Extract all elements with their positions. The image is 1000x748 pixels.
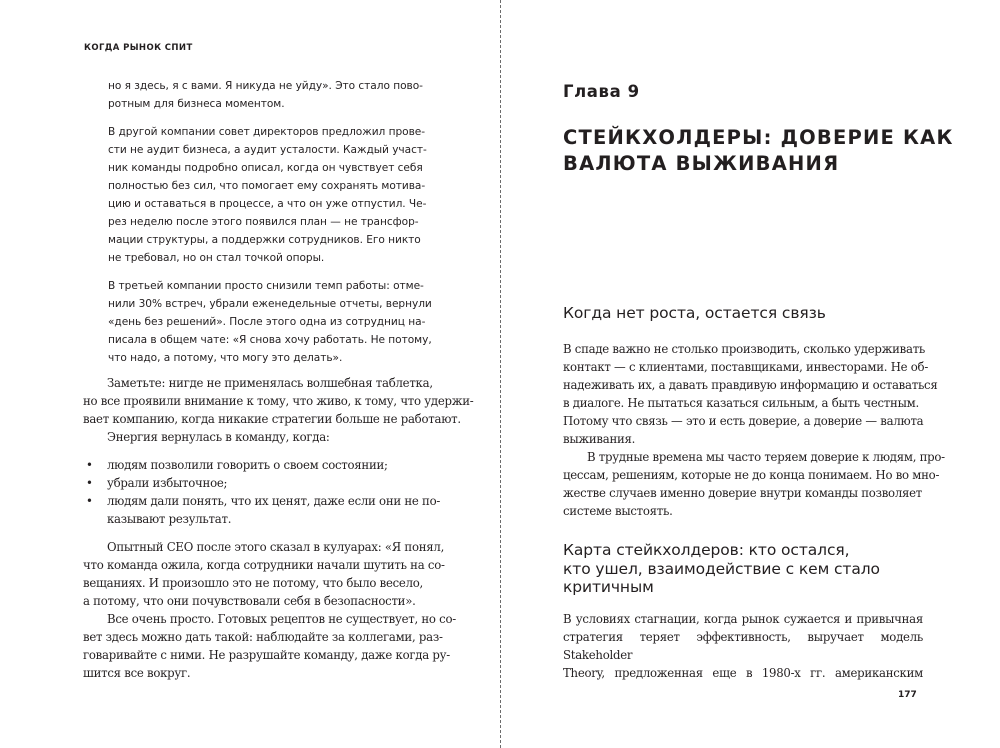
left-main-text <box>83 374 474 682</box>
section-heading-connection <box>563 304 943 323</box>
text-line: не требовал, но он стал точкой опоры. <box>108 252 325 264</box>
text-line: Энергия вернулась в команду, когда: <box>107 430 330 444</box>
text-line: казывают результат. <box>107 512 232 526</box>
bullet-item <box>83 474 443 492</box>
paragraph-stakeholder-theory <box>563 610 923 682</box>
text-line: жестве случаев именно доверие внутри команды позволяет <box>563 486 923 500</box>
text-line: нили 30% встреч, убрали еженедельные отчеты, вернули <box>108 298 432 310</box>
text-line: шится все вокруг. <box>83 666 191 680</box>
text-line: сти не аудит бизнеса, а аудит усталости. Каждый участ- <box>108 144 427 156</box>
text-line: говаривайте с ними. Не разрушайте команду, даже когда ру- <box>83 648 450 662</box>
text-line: что надо, а потому, что могу это делать». <box>108 352 343 364</box>
text-line: ВАЛЮТА ВЫЖИВАНИЯ <box>563 152 840 175</box>
text-line: ротным для бизнеса моментом. <box>108 98 285 110</box>
text-line: СТЕЙКХОЛДЕРЫ: ДОВЕРИЕ КАК <box>563 126 954 149</box>
page-number: 177 <box>898 690 917 700</box>
text-line: Карта стейкхолдеров: кто остался, <box>563 541 850 559</box>
text-line: цессам, решениям, которые не до конца понимаем. Но во мно- <box>563 468 940 482</box>
text-line: системе выстоять. <box>563 504 673 518</box>
text-line: В условиях стагнации, когда рынок сужается и привычная <box>563 612 923 626</box>
text-line: Все очень просто. Готовых рецептов не существует, но со- <box>107 612 456 626</box>
section-connection-text <box>563 340 945 520</box>
paragraph-energy <box>83 428 443 446</box>
text-line: но все проявили внимание к тому, что живо, к тому, что удержи- <box>83 394 474 408</box>
paragraph-ceo-quote <box>83 538 443 610</box>
text-line: критичным <box>563 578 654 596</box>
box-paragraph-2 <box>108 123 440 267</box>
text-line: рез неделю после этого появился план — не трансфор- <box>108 216 419 228</box>
chapter-label: Глава 9 <box>563 82 640 101</box>
text-line: • убрали избыточное; <box>107 476 228 490</box>
chapter-title <box>563 125 963 177</box>
text-line: В спаде важно не столько производить, сколько удерживать <box>563 342 926 356</box>
text-line: выживания. <box>563 432 636 446</box>
paragraph-trust <box>563 448 945 520</box>
running-head: КОГДА РЫНОК СПИТ <box>84 43 193 53</box>
text-line: Заметьте: нигде не применялась волшебная таблетка, <box>107 376 433 390</box>
text-line: вещаниях. И произошло это не потому, что было весело, <box>83 576 424 590</box>
text-line: стратегия теряет эффективность, выручает модель Stakeholder <box>563 630 923 662</box>
section-heading-stakeholder-map <box>563 541 943 597</box>
text-line: цию и оставаться в процессе, а что он уже отпустил. Че- <box>108 198 427 210</box>
text-line: полностью без сил, что помогает ему сохранять мотива- <box>108 180 426 192</box>
right-page <box>501 0 1000 748</box>
text-line: а потому, что они почувствовали себя в безопасности». <box>83 594 416 608</box>
text-line: кто ушел, взаимодействие с кем стало <box>563 559 880 578</box>
text-line: но я здесь, я с вами. Я никуда не уйду». Это стало пово- <box>108 80 423 92</box>
text-line: Опытный CEO после этого сказал в кулуарах: «Я понял, <box>107 540 445 554</box>
section-stakeholder-text <box>563 610 923 682</box>
text-line: В другой компании совет директоров предложил прове- <box>108 126 426 138</box>
energy-bullet-list <box>83 456 443 528</box>
text-line: мации структуры, а поддержки сотрудников. Его никто <box>108 234 421 246</box>
paragraph-advice <box>83 610 456 682</box>
text-line: контакт — с клиентами, поставщиками, инвесторами. Не об- <box>563 360 929 374</box>
text-line: • людям позволили говорить о своем состоянии; <box>107 458 388 472</box>
text-line: «день без решений». После этого одна из сотрудниц на- <box>108 316 426 328</box>
text-line: Theory, предложенная еще в 1980-х гг. американским <box>563 666 923 680</box>
text-line: • людям дали понять, что их ценят, даже если они не по- <box>107 494 441 508</box>
text-line: писала в общем чате: «Я снова хочу работать. Не потому, <box>108 334 432 346</box>
paragraph-conclusion <box>83 374 474 428</box>
text-line: В третьей компании просто снизили темп работы: отме- <box>108 280 424 292</box>
box-paragraph-1 <box>108 77 440 113</box>
bullet-item <box>83 456 443 474</box>
paragraph-contact <box>563 340 938 448</box>
text-line: надеживать их, а давать правдивую информацию и оставаться <box>563 378 938 392</box>
text-line: в диалоге. Не пытаться казаться сильным, а быть честным. <box>563 396 919 410</box>
text-line: В трудные времена мы часто теряем доверие к людям, про- <box>587 450 945 464</box>
text-line: Потому что связь — это и есть доверие, а доверие — валюта <box>563 414 924 428</box>
text-line: Когда нет роста, остается связь <box>563 304 826 322</box>
text-line: вет здесь можно дать такой: наблюдайте за коллегами, раз- <box>83 630 443 644</box>
box-paragraph-3 <box>108 277 440 367</box>
text-line: вает компанию, когда никакие стратегии больше не работают. <box>83 412 461 426</box>
text-line: что команда ожила, когда сотрудники начали шутить на со- <box>83 558 445 572</box>
bullet-item <box>83 492 443 528</box>
case-examples-block <box>108 77 440 377</box>
text-line: ник команды подробно описал, когда он чувствует себя <box>108 162 423 174</box>
